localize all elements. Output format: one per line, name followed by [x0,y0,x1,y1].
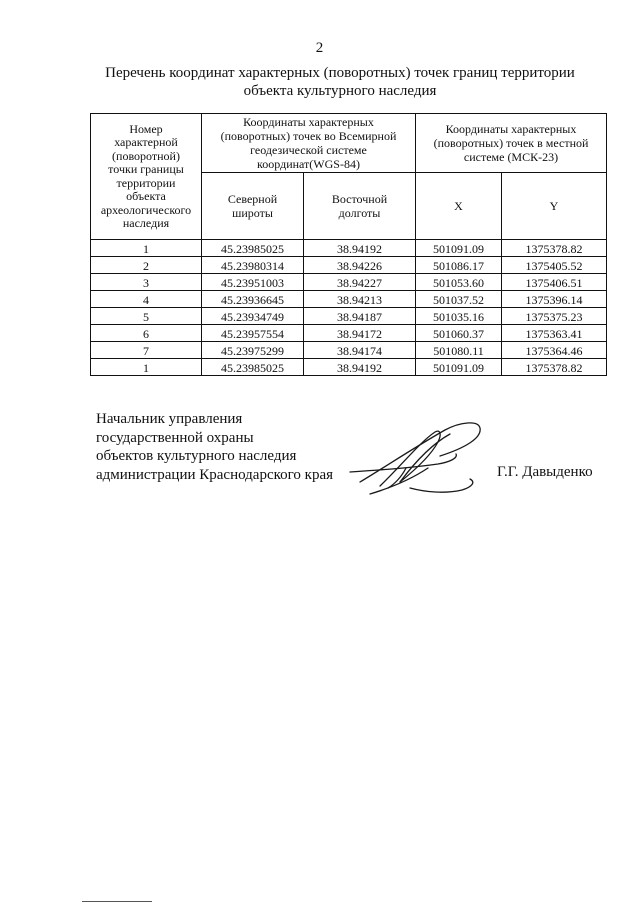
point-number-cell: 6 [91,325,202,342]
latitude-cell: 45.23951003 [202,274,304,291]
header-x: X [416,173,502,240]
x-cell: 501035.16 [416,308,502,325]
y-cell: 1375363.41 [502,325,607,342]
point-number-cell: 4 [91,291,202,308]
header-y: Y [502,173,607,240]
header-msk23-group: Координаты характерных (поворотных) точек в местной системе (МСК-23) [416,114,607,173]
document-title-line-2: объекта культурного наследия [243,83,437,99]
latitude-cell: 45.23980314 [202,257,304,274]
y-cell: 1375378.82 [502,359,607,376]
table-row [91,342,607,359]
document-title [60,64,620,100]
point-number-cell: 3 [91,274,202,291]
y-cell: 1375406.51 [502,274,607,291]
longitude-cell: 38.94192 [304,359,416,376]
point-number-cell: 2 [91,257,202,274]
point-number-cell: 1 [91,240,202,257]
table-row [91,359,607,376]
x-cell: 501053.60 [416,274,502,291]
x-cell: 501037.52 [416,291,502,308]
x-cell: 501091.09 [416,240,502,257]
longitude-cell: 38.94213 [304,291,416,308]
coordinates-table [90,113,607,376]
coordinates-table-body [91,240,607,376]
table-row [91,240,607,257]
longitude-cell: 38.94192 [304,240,416,257]
header-wgs84-group: Координаты характерных (поворотных) точек во Всемирной геодезической системе координат(WGS-84) [202,114,416,173]
longitude-cell: 38.94174 [304,342,416,359]
y-cell: 1375405.52 [502,257,607,274]
table-row [91,257,607,274]
signatory-position-line-4: администрации Краснодарского края [96,466,334,483]
y-cell: 1375378.82 [502,240,607,257]
table-row [91,274,607,291]
header-latitude: Северной широты [202,173,304,240]
page-bottom-rule [82,901,152,902]
signatory-name: Г.Г. Давыденко [497,464,593,480]
latitude-cell: 45.23957554 [202,325,304,342]
table-row [91,325,607,342]
signatory-position-line-3: объектов культурного наследия [96,448,297,464]
y-cell: 1375396.14 [502,291,607,308]
longitude-cell: 38.94172 [304,325,416,342]
signatory-position [96,410,333,484]
latitude-cell: 45.23934749 [202,308,304,325]
document-title-line-1: Перечень координат характерных (поворотных) точек границ территории [105,65,575,81]
table-row [91,308,607,325]
header-longitude: Восточной долготы [304,173,416,240]
latitude-cell: 45.23985025 [202,240,304,257]
signatory-position-line-2: государственной охраны [96,429,254,446]
point-number-cell: 1 [91,359,202,376]
longitude-cell: 38.94226 [304,257,416,274]
longitude-cell: 38.94227 [304,274,416,291]
page-number: 2 [315,40,324,56]
x-cell: 501060.37 [416,325,502,342]
x-cell: 501091.09 [416,359,502,376]
signatory-position-line-1: Начальник управления [96,411,243,427]
longitude-cell: 38.94187 [304,308,416,325]
table-row [91,291,607,308]
handwritten-signature [340,412,490,504]
latitude-cell: 45.23936645 [202,291,304,308]
latitude-cell: 45.23985025 [202,359,304,376]
x-cell: 501086.17 [416,257,502,274]
point-number-cell: 5 [91,308,202,325]
header-point-number: Номер характерной (поворотной) точки границы территории объекта археологического наследия [91,114,202,240]
x-cell: 501080.11 [416,342,502,359]
y-cell: 1375375.23 [502,308,607,325]
latitude-cell: 45.23975299 [202,342,304,359]
point-number-cell: 7 [91,342,202,359]
y-cell: 1375364.46 [502,342,607,359]
